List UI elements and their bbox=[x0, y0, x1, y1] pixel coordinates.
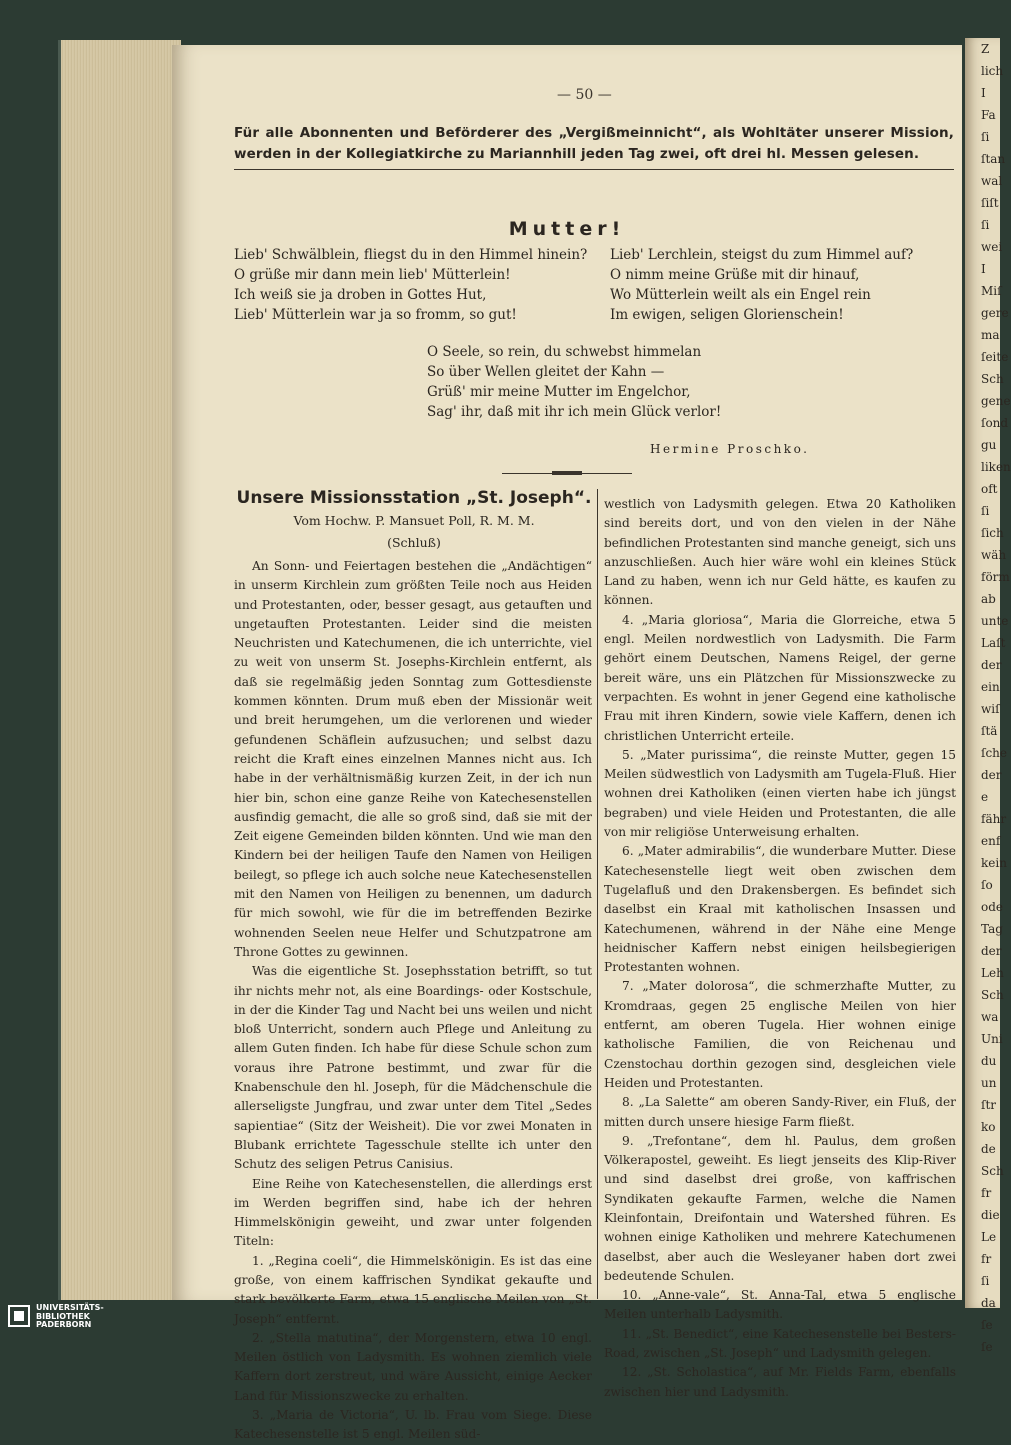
sliver-line: förm bbox=[981, 570, 1010, 584]
poem-line: Lieb' Lerchlein, steigst du zum Himmel auf? bbox=[610, 247, 914, 263]
sliver-line: ko bbox=[981, 1120, 996, 1134]
poem-title: Mutter! bbox=[508, 218, 626, 240]
sliver-line: wa bbox=[981, 1010, 999, 1024]
poem-line: O nimm meine Grüße mit dir hinauf, bbox=[610, 267, 860, 283]
sliver-line: wiſ bbox=[981, 702, 1000, 716]
sliver-line: fr bbox=[981, 1252, 992, 1266]
poem-line: Lieb' Schwälblein, fliegst du in den Himmel hinein? bbox=[234, 247, 588, 263]
poem-line: Sag' ihr, daß mit ihr ich mein Glück verlor! bbox=[427, 404, 722, 420]
sliver-line: wal bbox=[981, 174, 1003, 188]
book-page-edges bbox=[58, 40, 181, 1300]
sliver-line: ſo bbox=[981, 878, 993, 892]
article-title: Unsere Missionsstation „St. Joseph“. bbox=[236, 488, 592, 508]
sliver-line: ſond bbox=[981, 416, 1009, 430]
sliver-line: Uni bbox=[981, 1032, 1003, 1046]
sliver-line: ſi bbox=[981, 1274, 990, 1288]
page-number: — 50 — bbox=[557, 87, 612, 103]
article-paragraph: Was die eigentliche St. Josephsstation betrifft, so tut ihr nichts mehr not, als eine Boardings- oder Kostschule, in der die Kinder Tag und Nacht bei uns weilen und nicht bloß Unterricht, sondern auch Pflege und Anleitung zu allem Guten finden. Ich habe für diese Schule schon zum voraus ihre Patrone bestimmt, und zwar für die Knabenschule den hl. Joseph, für die Mädchenschule die allerseligste Jungfrau, und zwar unter dem Titel „Sedes sapientiae“ (Sitz der Weisheit). Die vor zwei Monaten in Blubank errichtete Tagesschule stellte ich unter den Schutz des seligen Petrus Canisius. bbox=[234, 964, 592, 1172]
library-logo bbox=[0, 1303, 200, 1328]
sliver-line: ſe bbox=[981, 1340, 993, 1354]
sliver-line: ſtr bbox=[981, 1098, 996, 1112]
sliver-line: liken bbox=[981, 460, 1011, 474]
poem-line: So über Wellen gleitet der Kahn — bbox=[427, 364, 665, 380]
logo-line: UNIVERSITÄTS- bbox=[36, 1303, 104, 1312]
article-paragraph: 1. „Regina coeli“, die Himmelskönigin. Es ist das eine große, von einem kaffrischen Syndikat gekaufte und stark bevölkerte Farm, etwa 15 englische Meilen von „St. Joseph“ entfernt. bbox=[234, 1253, 592, 1326]
article-byline: Vom Hochw. P. Mansuet Poll, R. M. M. bbox=[293, 513, 535, 528]
sliver-line: de bbox=[981, 1142, 996, 1156]
article-paragraph: westlich von Ladysmith gelegen. Etwa 20 Katholiken sind bereits dort, und von den vielen in der Nähe befindlichen Protestanten sind manche geneigt, sich uns anzuschließen. Auch hier wäre wohl ein kleines Stück Land zu haben, wenn ich nur Geld hätte, es kaufen zu können. bbox=[604, 497, 956, 608]
poem-line: O grüße mir dann mein lieb' Mütterlein! bbox=[234, 267, 511, 283]
sliver-line: ſi bbox=[981, 218, 990, 232]
notice-rule bbox=[234, 169, 954, 170]
library-logo-text bbox=[36, 1304, 104, 1330]
sliver-line: Laſt bbox=[981, 636, 1006, 650]
sliver-line: ſiſt bbox=[981, 196, 999, 210]
sliver-line: der bbox=[981, 658, 1002, 672]
article-paragraph: 5. „Mater purissima“, die reinste Mutter, gegen 15 Meilen südwestlich von Ladysmith am Tugela-Fluß. Hier wohnen drei Katholiken (einen vierten habe ich jüngst begraben) und viele Heiden und Protestanten, die alle von mir religiöse Unterweisung erhalten. bbox=[604, 747, 956, 840]
sliver-line: der bbox=[981, 944, 1002, 958]
poem-stanza-center bbox=[427, 342, 721, 422]
sliver-line: gu bbox=[981, 438, 997, 452]
poem-line: O Seele, so rein, du schwebst himmelan bbox=[427, 344, 702, 360]
sliver-line: wei bbox=[981, 240, 1003, 254]
sliver-line: oft bbox=[981, 482, 998, 496]
article-paragraph: 7. „Mater dolorosa“, die schmerzhafte Mutter, zu Kromdraas, gegen 25 englische Meilen von hier entfernt, am oberen Tugela. Hier wohnen einige katholische Familien, die von Reichenau und Czenstochau dorthin gezogen sind, desgleichen viele Heiden und Protestanten. bbox=[604, 979, 956, 1090]
sliver-line: e bbox=[981, 790, 989, 804]
sliver-line: Sch bbox=[981, 1164, 1004, 1178]
sliver-line: ſi bbox=[981, 130, 990, 144]
article-paragraph: 4. „Maria gloriosa“, Maria die Glorreiche, etwa 5 engl. Meilen nordwestlich von Ladysmith. Die Farm gehört einem Deutschen, Namens Reigel, der gerne bereit wäre, uns ein Plätzchen für Missionszwecke zu verpachten. Es wohnt in jener Gegend eine katholische Frau mit ihren Kindern, sowie viele Kaffern, denen ich christlichen Unterricht erteile. bbox=[604, 612, 956, 743]
poem-line: Grüß' mir meine Mutter im Engelchor, bbox=[427, 384, 691, 400]
sliver-line: der bbox=[981, 768, 1002, 782]
sliver-line: ab bbox=[981, 592, 996, 606]
sliver-line: ode bbox=[981, 900, 1004, 914]
sliver-line: kein bbox=[981, 856, 1007, 870]
article-paragraph: 12. „St. Scholastica“, auf Mr. Fields Farm, ebenfalls zwischen hier und Ladysmith. bbox=[604, 1365, 956, 1399]
poem-line: Wo Mütterlein weilt als ein Engel rein bbox=[610, 287, 871, 303]
article-subtitle: (Schluß) bbox=[387, 535, 441, 550]
mass-notice: Für alle Abonnenten und Beförderer des „Vergißmeinnicht“, als Wohltäter unserer Mission, werden in der Kollegiatkirche zu Mariannhill jeden Tag zwei, oft drei hl. Messen gelesen. bbox=[234, 125, 954, 162]
article-column-left bbox=[234, 557, 592, 1445]
sliver-line: wäh bbox=[981, 548, 1007, 562]
poem-author: Hermine Proschko. bbox=[650, 442, 810, 456]
sliver-line: I bbox=[981, 86, 986, 100]
sliver-line: Miſ bbox=[981, 284, 1002, 298]
poem-line: Lieb' Mütterlein war ja so fromm, so gut! bbox=[234, 307, 517, 323]
sliver-line: Tag bbox=[981, 922, 1003, 936]
section-ornament bbox=[502, 471, 632, 476]
article-paragraph: Eine Reihe von Katechesenstellen, die allerdings erst im Werden begriffen sind, habe ich der hehren Himmelskönigin geweiht, und zwar unter folgenden Titeln: bbox=[234, 1176, 592, 1249]
poem-line: Ich weiß sie ja droben in Gottes Hut, bbox=[234, 287, 487, 303]
article-paragraph: 8. „La Salette“ am oberen Sandy-River, ein Fluß, der mitten durch unsere hiesige Farm fließt. bbox=[604, 1095, 956, 1129]
article-paragraph: 11. „St. Benedict“, eine Katechesenstelle bei Besters-Road, zwischen „St. Joseph“ und Ladysmith gelegen. bbox=[604, 1326, 956, 1361]
sliver-line: ma bbox=[981, 328, 1000, 342]
sliver-line: ein bbox=[981, 680, 1000, 694]
sliver-line: Leh bbox=[981, 966, 1004, 980]
logo-line: BIBLIOTHEK bbox=[36, 1311, 90, 1321]
sliver-line: ſich bbox=[981, 526, 1004, 540]
poem-line: Im ewigen, seligen Glorienschein! bbox=[610, 307, 844, 323]
sliver-line: die bbox=[981, 1208, 1000, 1222]
sliver-line: ſtan bbox=[981, 152, 1006, 166]
column-divider bbox=[597, 489, 598, 1299]
sliver-line: Z bbox=[981, 42, 990, 56]
article-paragraph: 6. „Mater admirabilis“, die wunderbare Mutter. Diese Katechesenstelle liegt weit oben zwischen dem Tugelafluß und den Drakensbergen. Es befindet sich daselbst ein Kraal mit katholischen Insassen und Katechumenen, während in der Nähe eine Menge heidnischer Kaffern nebst einigen heilsbegierigen Protestanten wohnen. bbox=[604, 844, 956, 975]
sliver-line: ſtä bbox=[981, 724, 998, 738]
article-paragraph: 9. „Trefontane“, dem hl. Paulus, dem großen Völkerapostel, geweiht. Es liegt jenseits des Klip-River und sind daselbst drei große, von kaffrischen Syndikaten gekaufte Farmen, welche die Namen Kleinfontain, Dreifontain und Watershed führen. Es wohnen einige Katholiken und mehrere Katechumenen daselbst, aber auch die Wesleyaner haben dort zwei bedeutende Schulen. bbox=[604, 1133, 956, 1283]
article-paragraph: 10. „Anne-vale“, St. Anna-Tal, etwa 5 englische Meilen unterhalb Ladysmith. bbox=[604, 1288, 956, 1322]
sliver-line: Sch bbox=[981, 988, 1004, 1002]
library-logo-mark bbox=[8, 1305, 30, 1327]
article-paragraph: 3. „Maria de Victoria“, U. lb. Frau vom Siege. Diese Katechesenstelle ist 5 engl. Meilen süd- bbox=[234, 1408, 592, 1442]
sliver-line: ſeite bbox=[981, 350, 1009, 364]
article-paragraph: An Sonn- und Feiertagen bestehen die „Andächtigen“ in unserm Kirchlein zum größten Teile noch aus Heiden und Protestanten, oder, besser gesagt, aus getauften und ungetauften Protestanten. Leider sind die meisten Neuchristen und Katechumenen, die ich unterrichte, viel zu weit von unserm St. Josephs-Kirchlein entfernt, als daß sie regelmäßig jeden Sonntag zum Gottesdienste kommen könnten. Drum muß eben der Missionär weit und breit herumgehen, um die verlorenen und wieder gefundenen Schäflein aufzusuchen; und selbst dazu reicht die Kraft eines einzelnen Mannes nicht aus. Ich habe in der verhältnismäßig kurzen Zeit, in der ich nun hier bin, schon eine ganze Reihe von Katechesenstellen ausfindig gemacht, die alle so groß sind, daß sie mit der Zeit eigene Gemeinden bilden könnten. Und wie man den Kindern bei der heiligen Taufe den Namen von Heiligen beilegt, so pflege ich auch solche neue Katechesenstellen mit den Namen von Heiligen zu benennen, um dadurch für mich sowohl, wie für die im betreffenden Bezirke wohnenden Seelen neue Helfer und Schutzpatrone am Throne Gottes zu gewinnen. bbox=[234, 559, 592, 959]
sliver-line: ſi bbox=[981, 504, 990, 518]
poem-stanza-left bbox=[234, 245, 587, 325]
sliver-line: gere bbox=[981, 306, 1009, 320]
article-paragraph: 2. „Stella matutina“, der Morgenstern, etwa 10 engl. Meilen östlich von Ladysmith. Es wohnen ziemlich viele Kaffern dort zerstreut, und wäre Aussicht, einige Aecker Land für Missionszwecke zu erhalten. bbox=[234, 1330, 592, 1403]
sliver-line: fähr bbox=[981, 812, 1007, 826]
scanned-page bbox=[172, 45, 962, 1442]
logo-line: PADERBORN bbox=[36, 1320, 92, 1329]
poem-stanza-right bbox=[610, 245, 913, 325]
sliver-line: unte bbox=[981, 614, 1009, 628]
sliver-line: fr bbox=[981, 1186, 992, 1200]
sliver-line: lich bbox=[981, 64, 1004, 78]
sliver-line: un bbox=[981, 1076, 997, 1090]
sliver-line: gene bbox=[981, 394, 1011, 408]
sliver-line: enf bbox=[981, 834, 1001, 848]
sliver-line: da bbox=[981, 1296, 996, 1310]
article-column-right bbox=[604, 495, 956, 1402]
sliver-line: Fa bbox=[981, 108, 996, 122]
sliver-line: I bbox=[981, 262, 986, 276]
sliver-line: ſche bbox=[981, 746, 1007, 760]
next-page-sliver bbox=[965, 38, 1011, 1354]
sliver-line: ſe bbox=[981, 1318, 993, 1332]
sliver-line: du bbox=[981, 1054, 997, 1068]
sliver-line: Le bbox=[981, 1230, 997, 1244]
sliver-line: Sch bbox=[981, 372, 1004, 386]
